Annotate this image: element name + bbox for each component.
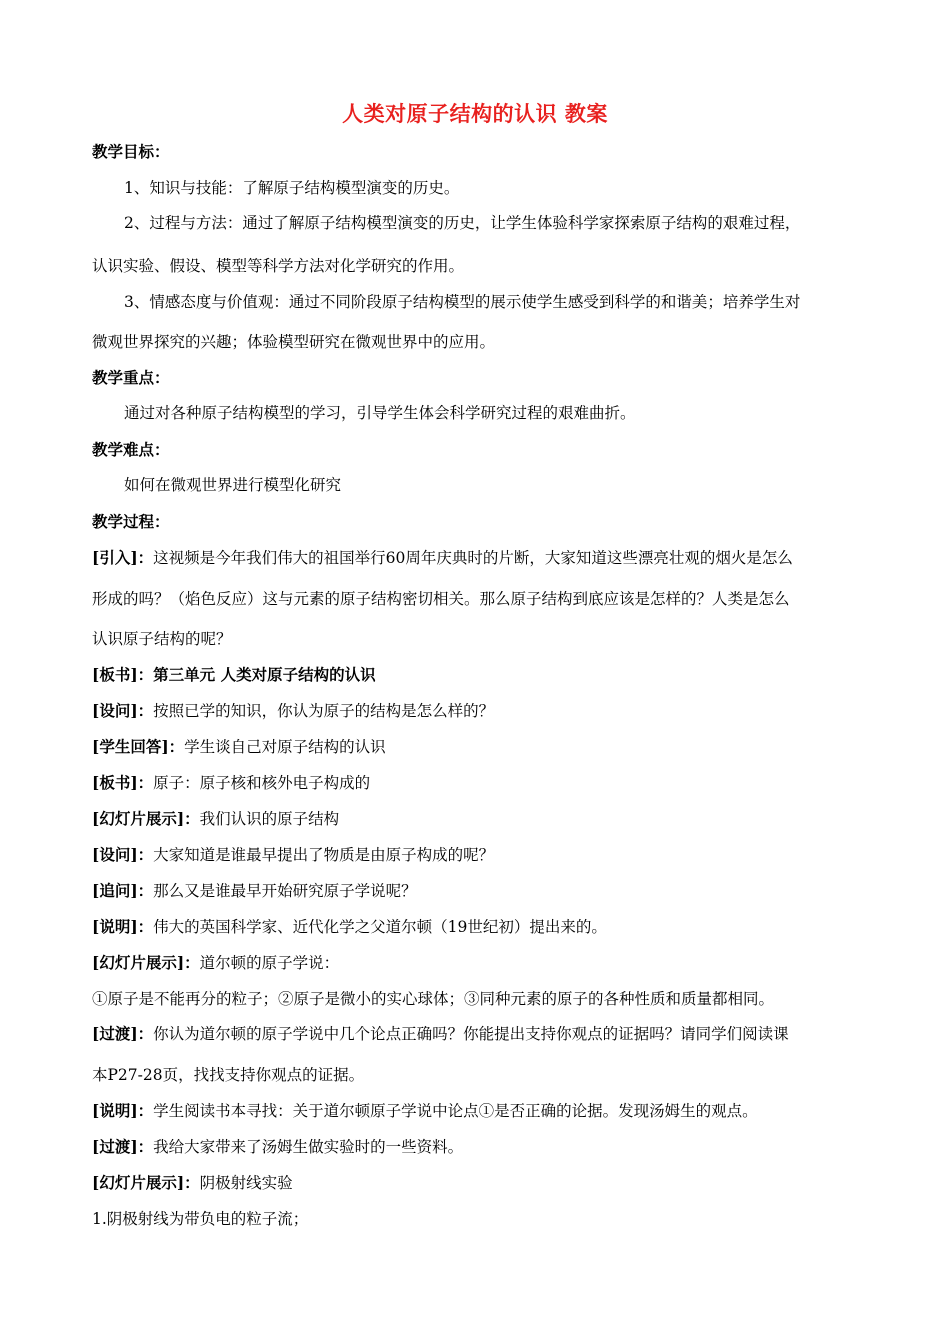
process-tag: [幻灯片展示]： [92,1173,200,1192]
process-text: 阴极射线实验 [199,1174,293,1192]
process-heading: 教学过程： [92,512,170,531]
process-text: 形成的吗？（焰色反应）这与元素的原子结构密切相关。那么原子结构到底应该是怎样的？人类是怎么 [92,590,790,608]
process-tag: [说明]： [92,1101,154,1120]
process-text: 按照已学的知识，你认为原子的结构是怎么样的？ [153,702,495,720]
process-line [92,699,872,721]
process-text: 伟大的英国科学家、近代化学之父道尔顿（19世纪初）提出来的。 [153,918,607,936]
process-text: 学生阅读书本寻找：关于道尔顿原子学说中论点①是否正确的论据。发现汤姆生的观点。 [153,1102,758,1120]
process-text: 我给大家带来了汤姆生做实验时的一些资料。 [153,1138,464,1156]
goal-3-line-2: 微观世界探究的兴趣；体验模型研究在微观世界中的应用。 [92,333,496,351]
process-text: 那么又是谁最早开始研究原子学说呢？ [153,882,417,900]
process-line [92,1063,872,1085]
key-text: 通过对各种原子结构模型的学习，引导学生体会科学研究过程的艰难曲折。 [124,404,636,422]
process-tag: [追问]： [92,881,154,900]
process-tag: [幻灯片展示]： [92,809,200,828]
goals-heading: 教学目标： [92,142,170,161]
goal-3-line-1: 3、情感态度与价值观：通过不同阶段原子结构模型的展示使学生感受到科学的和谐美；培养学生对 [124,293,801,311]
process-line [92,546,872,568]
process-text: 1.阴极射线为带负电的粒子流； [92,1210,309,1228]
process-text: 大家知道是谁最早提出了物质是由原子构成的呢？ [153,846,495,864]
process-tag: [板书]： [92,665,154,684]
process-tag: [设问]： [92,701,154,720]
process-tag: [过渡]： [92,1024,154,1043]
process-line [92,843,872,865]
process-text: 这视频是今年我们伟大的祖国举行60周年庆典时的片断，大家知道这些漂亮壮观的烟火是怎么 [153,549,793,567]
process-text: 第三单元 人类对原子结构的认识 [153,665,376,684]
process-text: ①原子是不能再分的粒子；②原子是微小的实心球体；③同种元素的原子的各种性质和质量都相同。 [92,990,775,1008]
process-line [92,987,872,1009]
process-line [92,1207,872,1229]
goal-1: 1、知识与技能：了解原子结构模型演变的历史。 [124,179,460,197]
process-tag: [设问]： [92,845,154,864]
process-line [92,915,872,937]
process-text: 认识原子结构的呢？ [92,630,232,648]
key-heading: 教学重点： [92,368,170,387]
process-line [92,1171,872,1193]
process-line [92,587,872,609]
process-line [92,879,872,901]
goal-2-line-2: 认识实验、假设、模型等科学方法对化学研究的作用。 [92,257,465,275]
document-title: 人类对原子结构的认识 教案 [342,101,608,126]
process-text: 我们认识的原子结构 [199,810,340,828]
process-line [92,771,872,793]
process-line [92,735,872,757]
process-text: 道尔顿的原子学说： [199,954,340,972]
process-text: 学生谈自己对原子结构的认识 [184,738,386,756]
process-tag: [幻灯片展示]： [92,953,200,972]
goal-2-line-1: 2、过程与方法：通过了解原子结构模型演变的历史，让学生体验科学家探索原子结构的艰难过程， [124,214,801,232]
process-tag: [说明]： [92,917,154,936]
process-line [92,807,872,829]
process-line [92,1022,872,1044]
process-tag: [学生回答]： [92,737,185,756]
process-line [92,1099,872,1121]
difficulty-text: 如何在微观世界进行模型化研究 [124,476,342,494]
difficulty-heading: 教学难点： [92,440,170,459]
process-line [92,627,872,649]
process-line [92,1135,872,1157]
process-tag: [引入]： [92,548,154,567]
process-line [92,951,872,973]
process-line [92,663,872,685]
process-text: 本P27-28页，找找支持你观点的证据。 [92,1066,365,1084]
process-tag: [过渡]： [92,1137,154,1156]
process-text: 你认为道尔顿的原子学说中几个论点正确吗？你能提出支持你观点的证据吗？请同学们阅读课 [153,1025,789,1043]
process-text: 原子：原子核和核外电子构成的 [153,774,371,792]
process-tag: [板书]： [92,773,154,792]
